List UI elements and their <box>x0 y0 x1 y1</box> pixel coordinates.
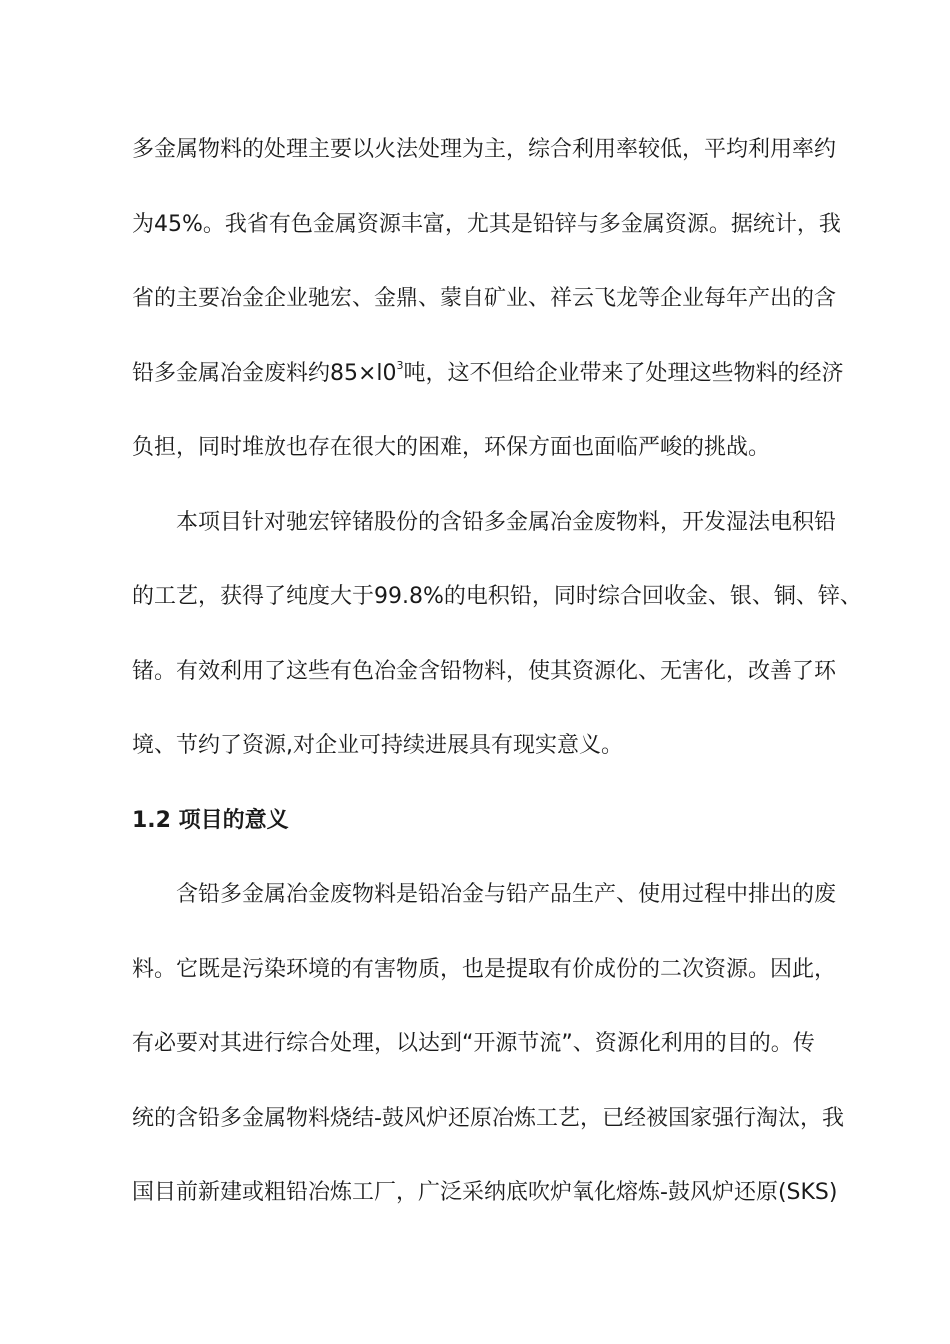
paragraph-line: 国目前新建或粗铅冶炼工厂，广泛采纳底吹炉氧化熔炼-鼓风炉还原(SKS) <box>132 1180 838 1205</box>
paragraph-line: 多金属物料的处理主要以火法处理为主，综合利用率较低，平均利用率约 <box>132 137 837 162</box>
paragraph-line: 省的主要冶金企业驰宏、金鼎、蒙自矿业、祥云飞龙等企业每年产出的含 <box>132 286 837 311</box>
paragraph-line <box>132 337 867 412</box>
superscript-exponent: 3 <box>396 359 404 373</box>
paragraph-line: 境、节约了资源,对企业可持续进展具有现实意义。 <box>132 733 623 758</box>
paragraph-line: 为45%。我省有色金属资源丰富，尤其是铅锌与多金属资源。据统计，我 <box>132 211 841 237</box>
paragraph-line: 本项目针对驰宏锌锗股份的含铅多金属冶金废物料，开发湿法电积铅 <box>176 509 837 535</box>
paragraph-2 <box>132 486 867 784</box>
line-text: 吨，这不但给企业带来了处理这些物料的经济 <box>403 360 844 386</box>
paragraph-line: 统的含铅多金属物料烧结-鼓风炉还原冶炼工艺，已经被国家强行淘汰，我 <box>132 1105 844 1131</box>
section-heading: 1.2 项目的意义 <box>132 807 289 833</box>
paragraph-line: 负担，同时堆放也存在很大的困难，环保方面也面临严峻的挑战。 <box>132 435 771 460</box>
paragraph-3 <box>132 858 867 1231</box>
paragraph-line: 料。它既是污染环境的有害物质，也是提取有价成份的二次资源。因此， <box>132 956 837 982</box>
paragraph-line: 含铅多金属冶金废物料是铅冶金与铅产品生产、使用过程中排出的废 <box>176 882 837 907</box>
paragraph-1 <box>132 113 867 486</box>
document-body <box>132 113 867 1231</box>
line-text: 铅多金属冶金废料约85×l0 <box>132 360 397 386</box>
paragraph-line: 的工艺，获得了纯度大于99.8%的电积铅，同时综合回收金、银、铜、锌、 <box>132 584 862 609</box>
paragraph-line: 锗。有效利用了这些有色冶金含铅物料，使其资源化、无害化，改善了环 <box>132 658 837 684</box>
paragraph-line: 有必要对其进行综合处理，以达到“开源节流”、资源化利用的目的。传 <box>132 1031 815 1056</box>
